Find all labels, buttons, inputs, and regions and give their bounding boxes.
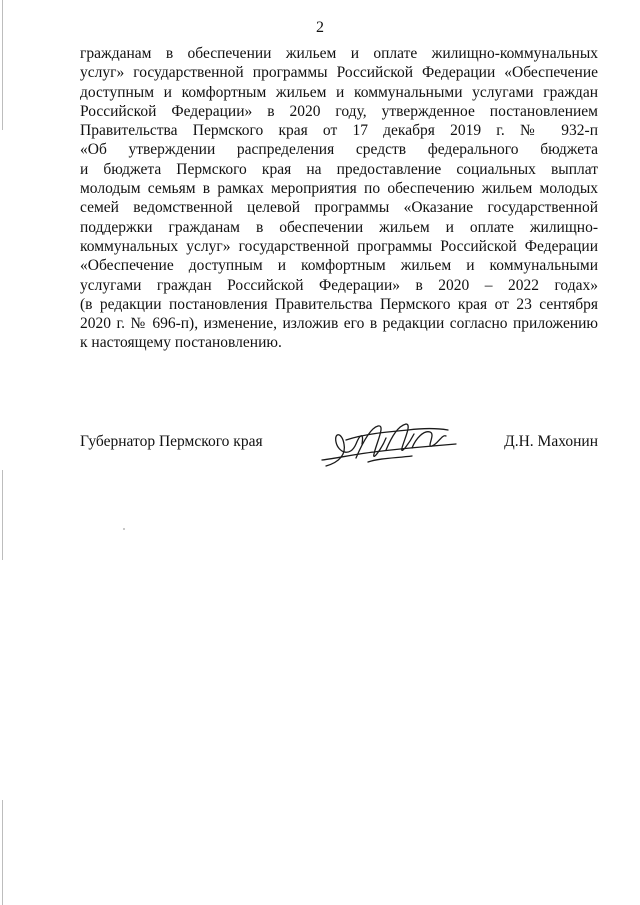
text-line: гражданам в обеспечении жильем и оплате жилищно-коммунальных	[80, 45, 598, 62]
text-line: Российской Федерации» в 2020 году, утвержденное постановлением	[80, 102, 598, 120]
text-line: молодым семьям в рамках мероприятия по обеспечению жильем молодых	[80, 180, 598, 198]
text-line: доступным и комфортным жильем и коммунальными услугами граждан	[80, 83, 598, 101]
body-paragraph	[80, 44, 598, 353]
text-line: семей ведомственной целевой программы «Оказание государственной	[80, 199, 598, 217]
page-number: 2	[316, 19, 324, 36]
text-line: «Об утверждении распределения средств федерального бюджета	[80, 141, 598, 159]
scan-speck	[123, 528, 125, 530]
signatory-title: Губернатор Пермского края	[80, 433, 263, 450]
scan-edge-mark	[2, 800, 3, 905]
text-line: коммунальных услуг» государственной программы Российской Федерации	[80, 237, 598, 255]
text-line: и бюджета Пермского края на предоставление социальных выплат	[80, 160, 598, 178]
text-line: поддержки гражданам в обеспечении жильем и оплате жилищно-	[80, 218, 598, 236]
text-line: услугами граждан Российской Федерации» в 2020 – 2022 годах»	[80, 276, 598, 294]
signatory-name: Д.Н. Махонин	[504, 433, 598, 450]
text-line: «Обеспечение доступным и комфортным жильем и коммунальными	[80, 257, 598, 275]
text-line: 2020 г. № 696-п), изменение, изложив его в редакции согласно приложению	[80, 315, 598, 333]
text-line: услуг» государственной программы Российской Федерации «Обеспечение	[80, 64, 598, 82]
text-line: (в редакции постановления Правительства Пермского края от 23 сентября	[80, 295, 598, 313]
scan-edge-mark	[2, 470, 3, 560]
text-line: к настоящему постановлению.	[80, 334, 282, 352]
handwritten-signature	[316, 414, 466, 470]
text-line: Правительства Пермского края от 17 декабря 2019 г. № 932-п	[80, 122, 598, 140]
